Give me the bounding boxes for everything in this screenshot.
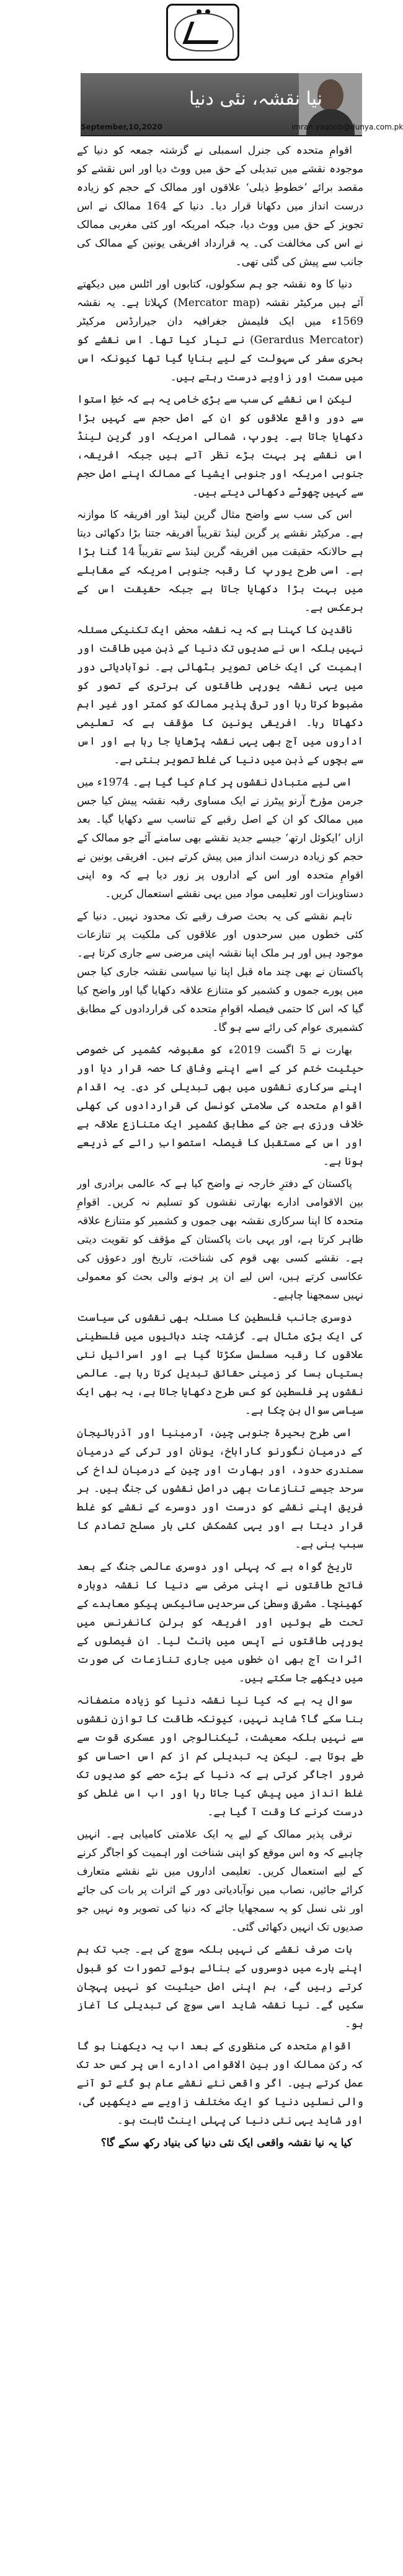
article-closing-line: کیا یہ نیا نقشہ واقعی ایک نئی دنیا کی بنیاد رکھ سکے گا؟ xyxy=(100,2137,352,2149)
header-divider xyxy=(81,135,362,136)
masthead xyxy=(0,0,403,131)
article-paragraph: پاکستان کے دفترِ خارجہ نے واضح کیا ہے کہ عالمی برادری اور بین الاقوامی ادارے بھارتی نقشوں کو تسلیم نہ کریں۔ اقوامِ متحدہ کا اپنا سرکاری نقشہ بھی جموں و کشمیر کو متنازع علاقہ ظاہر کرتا ہے، اور یہی بات پاکستان کے مؤقف کو تقویت دیتی ہے۔ نقشے کسی بھی قوم کی شناخت، تاریخ اور دعوؤں کی عکاسی کرتے ہیں، اس لیے ان پر ہونے والی بحث کو معمولی نہیں سمجھنا چاہیے۔ xyxy=(77,1178,363,1302)
article-paragraph: اسی لیے متبادل نقشوں پر کام کیا گیا ہے۔ 1974ء میں جرمن مؤرخ آرنو پیٹرز نے ایک مساوی رقبہ نقشہ پیش کیا جس میں ممالک کو ان کے اصل رقبے کے تناسب سے دکھایا گیا۔ بعد ازاں ’ایکوئل ارتھ‘ جیسے جدید نقشے بھی سامنے آئے جو ممالک کے حجم کو زیادہ درست انداز میں پیش کرتے ہیں۔ افریقی یونین نے اقوامِ متحدہ اور اس کے اداروں پر زور دیا ہے کہ وہ اپنی دستاویزات اور تعلیمی مواد میں یہی نقشے استعمال کریں۔ xyxy=(77,776,363,900)
column-title: نیا نقشہ، نئی دنیا xyxy=(188,88,322,110)
article-paragraph: تاہم نقشے کی یہ بحث صرف رقبے تک محدود نہیں۔ دنیا کے کئی خطوں میں سرحدوں اور علاقوں کی ملکیت پر تنازعات موجود ہیں اور ہر ملک اپنا نقشہ اپنی مرضی سے جاری کرتا ہے۔ پاکستان نے بھی چند ماہ قبل اپنا نیا سیاسی نقشہ جاری کیا جس میں پورے جموں و کشمیر کو متنازع علاقہ دکھایا گیا اور واضح کیا گیا کہ اس کا حتمی فیصلہ اقوامِ متحدہ کی قراردادوں کے مطابق کشمیری عوام کی رائے سے ہو گا۔ xyxy=(77,910,363,1034)
article-paragraph: اقوامِ متحدہ کی جنرل اسمبلی نے گزشتہ جمعہ کو دنیا کے موجودہ نقشے میں تبدیلی کے حق میں ووٹ دیا اور اس نقشے کو مقصد برائے ’خطوطِ ذیلی‘ علاقوں اور ممالک کے حجم کو زیادہ درست انداز میں دکھانا قرار دیا۔ دنیا کے 164 ممالک نے اس تجویز کے حق میں ووٹ دیا، جبکہ امریکہ اور کئی مغربی ممالک نے اس کی مخالفت کی۔ یہ قرارداد افریقی یونین کے ممالک کی جانب سے پیش کی گئی تھی۔ xyxy=(77,144,363,268)
article-paragraph: دوسری جانب فلسطین کا مسئلہ بھی نقشوں کی سیاست کی ایک بڑی مثال ہے۔ گزشتہ چند دہائیوں میں فلسطینی علاقوں کا رقبہ مسلسل سکڑتا گیا ہے اور اسرائیل نئی بستیاں بسا کر زمینی حقائق تبدیل کرتا رہا ہے۔ عالمی نقشوں پر فلسطین کو کس طرح دکھایا جاتا ہے، یہ بھی ایک سیاسی سوال بن چکا ہے۔ xyxy=(77,1312,363,1417)
article-paragraph: بات صرف نقشے کی نہیں بلکہ سوچ کی ہے۔ جب تک ہم اپنے بارے میں دوسروں کے بنائے ہوئے تصورات کو قبول کرتے رہیں گے، ہم اپنی اصل حیثیت کو نہیں پہچان سکیں گے۔ نیا نقشہ شاید اسی سوچ کی تبدیلی کا آغاز ہو۔ xyxy=(77,1943,363,2030)
article-paragraph: سوال یہ ہے کہ کیا نیا نقشہ دنیا کو زیادہ منصفانہ بنا سکے گا؟ شاید نہیں، کیونکہ طاقت کا توازن نقشوں سے نہیں بلکہ معیشت، ٹیکنالوجی اور عسکری قوت سے طے ہوتا ہے۔ لیکن یہ تبدیلی کم از کم اس احساس کو ضرور اجاگر کرتی ہے کہ دنیا کے بڑے حصے کو صدیوں تک غلط انداز میں پیش کیا جاتا رہا اور اب اس غلطی کو درست کرنے کا وقت آ گیا ہے۔ xyxy=(77,1694,363,1818)
article-body xyxy=(77,141,363,2564)
article-paragraph: بھارت نے 5 اگست 2019ء کو مقبوضہ کشمیر کی خصوصی حیثیت ختم کر کے اسے اپنے وفاق کا حصہ قرار دیا اور اپنے سرکاری نقشوں میں بھی تبدیلی کر دی۔ یہ اقدام اقوامِ متحدہ کی سلامتی کونسل کی قراردادوں کی کھلی خلاف ورزی ہے جن کے مطابق کشمیر ایک متنازع علاقہ ہے اور اس کے مستقبل کا فیصلہ استصوابِ رائے کے ذریعے ہونا ہے۔ xyxy=(77,1044,363,1168)
article-paragraph: لیکن اس نقشے کی سب سے بڑی خامی یہ ہے کہ خطِ استوا سے دور واقع علاقوں کو ان کے اصل حجم سے کہیں بڑا دکھایا جاتا ہے۔ یورپ، شمالی امریکہ اور گرین لینڈ اس نقشے پر بہت بڑے نظر آتے ہیں جبکہ افریقہ، جنوبی امریکہ اور جنوبی ایشیا کے ممالک اپنے اصل حجم سے کہیں چھوٹے دکھائی دیتے ہیں۔ xyxy=(77,393,363,499)
newspaper-logo xyxy=(166,4,239,61)
author-email[interactable]: imran.yaqoob@dunya.com.pk xyxy=(291,123,403,131)
article-paragraph: اس کی سب سے واضح مثال گرین لینڈ اور افریقہ کا موازنہ ہے۔ مرکیٹر نقشے پر گرین لینڈ تقریباً افریقہ جتنا بڑا دکھائی دیتا ہے حالانکہ حقیقت میں افریقہ گرین لینڈ سے تقریباً 14 گنا بڑا ہے۔ اسی طرح یورپ کا رقبہ جنوبی امریکہ کے مقابلے میں بہت بڑا دکھایا جاتا ہے جبکہ حقیقت اس کے برعکس ہے۔ xyxy=(77,509,363,614)
article-paragraph: دنیا کا وہ نقشہ جو ہم سکولوں، کتابوں اور اٹلس میں دیکھتے آئے ہیں مرکیٹر نقشہ (Mercator map) کہلاتا ہے۔ یہ نقشہ 1569ء میں ایک فلیمش جغرافیہ دان جیرارڈس مرکیٹر (Gerardus Mercator) نے تیار کیا تھا۔ اس نقشے کو بحری سفر کی سہولت کے لیے بنایا گیا تھا کیونکہ اس میں سمت اور زاویے درست رہتے ہیں۔ xyxy=(77,278,363,383)
article-paragraph: ترقی پذیر ممالک کے لیے یہ ایک علامتی کامیابی ہے۔ انہیں چاہیے کہ وہ اس موقع کو اپنی شناخت اور اہمیت کو اجاگر کرنے کے لیے استعمال کریں۔ تعلیمی اداروں میں نئے نقشے متعارف کرائے جائیں، نصاب میں نوآبادیاتی دور کے اثرات پر بات کی جائے اور نئی نسل کو یہ سمجھایا جائے کہ دنیا کی تصویر وہ نہیں جو صدیوں تک انہیں دکھائی گئی۔ xyxy=(77,1828,363,1934)
publish-date: September,10,2020 xyxy=(81,123,162,131)
article-paragraph: ناقدین کا کہنا ہے کہ یہ نقشہ محض ایک تکنیکی مسئلہ نہیں بلکہ اس نے صدیوں تک دنیا کے ذہن میں طاقت اور اہمیت کی ایک خاص تصویر بٹھائی ہے۔ نوآبادیاتی دور میں یہی نقشہ یورپی طاقتوں کی برتری کے تصور کو مضبوط کرتا رہا اور ترقی پذیر ممالک کو کمتر اور غیر اہم دکھاتا رہا۔ افریقی یونین کا مؤقف ہے کہ تعلیمی اداروں میں آج بھی یہی نقشہ پڑھایا جا رہا ہے اور اس سے بچوں کے ذہن میں دنیا کی غلط تصویر بنتی ہے۔ xyxy=(77,624,363,766)
article-paragraph: تاریخ گواہ ہے کہ پہلی اور دوسری عالمی جنگ کے بعد فاتح طاقتوں نے اپنی مرضی سے دنیا کا نقشہ دوبارہ کھینچا۔ مشرقِ وسطیٰ کی سرحدیں سائیکس پیکو معاہدے کے تحت طے ہوئیں اور افریقہ کو برلن کانفرنس میں یورپی طاقتوں نے آپس میں بانٹ لیا۔ ان فیصلوں کے اثرات آج بھی ان خطوں میں جاری تنازعات کی صورت میں دیکھے جا سکتے ہیں۔ xyxy=(77,1561,363,1684)
article-paragraph: اسی طرح بحیرۂ جنوبی چین، آرمینیا اور آذربائیجان کے درمیان نگورنو کاراباخ، یونان اور ترکی کے درمیان سمندری حدود، اور بھارت اور چین کے درمیان لداخ کی سرحد جیسے تنازعات بھی دراصل نقشوں کی جنگ ہیں۔ ہر فریق اپنے نقشے کو درست اور دوسرے کے نقشے کو غلط قرار دیتا ہے اور یہی کشمکش کئی بار مسلح تصادم کا سبب بنی ہے۔ xyxy=(77,1427,363,1551)
article-paragraph: اقوامِ متحدہ کی منظوری کے بعد اب یہ دیکھنا ہو گا کہ رکن ممالک اور بین الاقوامی ادارے اس پر کس حد تک عمل کرتے ہیں۔ اگر واقعی نئے نقشے عام ہو گئے تو آنے والی نسلیں دنیا کو ایک مختلف زاویے سے دیکھیں گی، اور شاید یہی نئی دنیا کی پہلی اینٹ ثابت ہو۔ xyxy=(77,2040,363,2127)
